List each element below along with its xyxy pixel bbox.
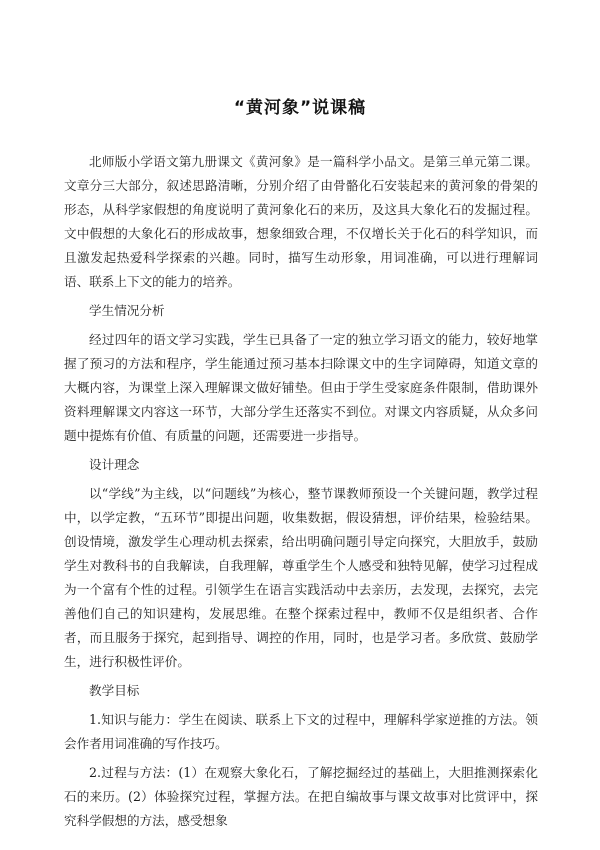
section-heading-teaching-goals: 教学目标: [89, 683, 140, 698]
paragraph-intro: 北师版小学语文第九册课文《黄河象》是一篇科学小品文。是第三单元第二课。文章分三大部分，叙述思路清晰，分别介绍了由骨骼化石安装起来的黄河象的骨架的形态，从科学家假想的角度说明了黄河象化石的来历，及这具大象化石的发掘过程。文中假想的大象化石的形成故事，想象细致合理，不仅增长关于化石的科学知识，而且激发起热爱科学探索的兴趣。同时，描写生动形象，用词准确，可以进行理解词语、联系上下文的能力的培养。: [64, 154, 538, 289]
document-body: [64, 150, 538, 838]
paragraph-design-concept: 以“学线”为主线，以“问题线”为核心，整节课教师预设一个关键问题，教学过程中，以学定教，“五环节”即提出问题，收集数据，假设猜想，评价结果，检验结果。创设情境，激发学生心理动机去探索，给出明确问题引导定向探究，大胆放手，鼓励学生对教科书的自我解读，自我理解，尊重学生个人感受和独特见解，使学习过程成为一个富有个性的过程。引领学生在语言实践活动中去亲历，去发现，去探究，去完善他们自己的知识建构，发展思维。在整个探索过程中，教师不仅是组织者、合作者，而且服务于探究，起到指导、调控的作用，同时，也是学习者。多欣赏、鼓励学生，进行积极性评价。: [64, 486, 538, 669]
paragraph-goal-knowledge: 1.知识与能力：学生在阅读、联系上下文的过程中，理解科学家逆推的方法。领会作者用词准确的写作技巧。: [64, 712, 538, 751]
section-heading-design-concept: 设计理念: [89, 457, 140, 472]
document-title: “黄河象”说课稿: [233, 98, 367, 118]
paragraph-student-analysis: 经过四年的语文学习实践，学生已具备了一定的独立学习语文的能力，较好地掌握了预习的方法和程序，学生能通过预习基本扫除课文中的生字词障碍，知道文章的大概内容，为课堂上深入理解课文做好铺垫。但由于学生受家庭条件限制，借助课外资料理解课文内容这一环节，大部分学生还落实不到位。对课文内容质疑，从众多问题中提炼有价值、有质量的问题，还需要进一步指导。: [64, 332, 538, 443]
paragraph-goal-process: 2.过程与方法：(1）在观察大象化石，了解挖掘经过的基础上，大胆推测探索化石的来历。(2）体验探究过程，掌握方法。在把自编故事与课文故事对比赏评中，探究科学假想的方法，感受想象: [64, 765, 538, 828]
section-heading-student-analysis: 学生情况分析: [89, 303, 165, 318]
